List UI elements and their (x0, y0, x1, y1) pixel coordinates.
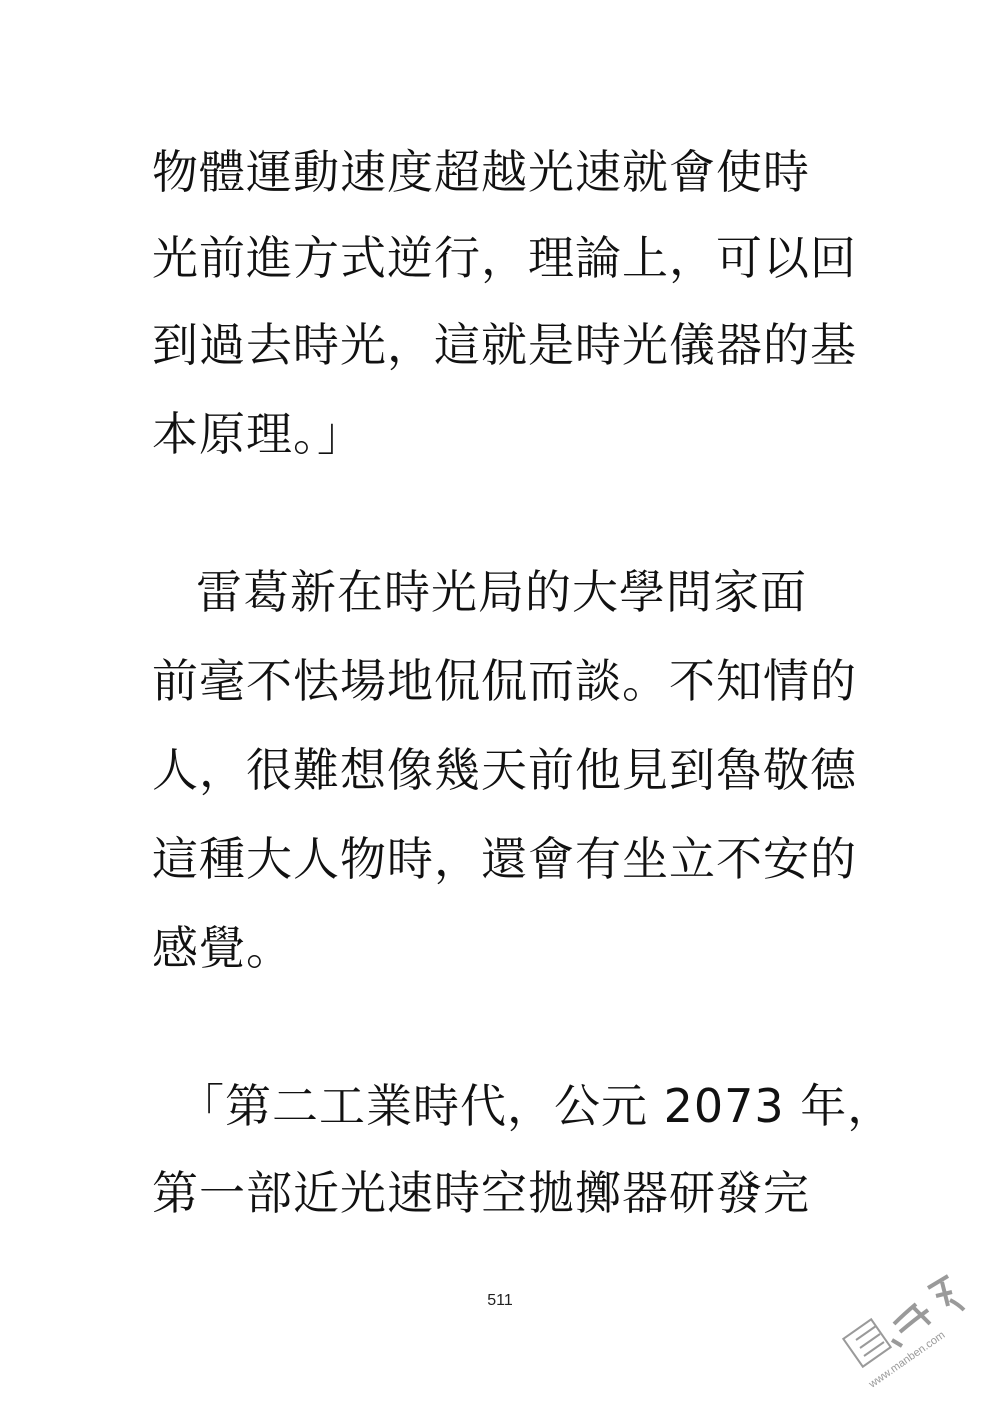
text-line-7: 人，很難想像幾天前他見到魯敬德 (152, 743, 857, 797)
text-line-1: 物體運動速度超越光速就會使時 (152, 145, 810, 199)
text-line-2: 光前進方式逆行，理論上，可以回 (152, 231, 857, 285)
text-line-9: 感覺。 (152, 921, 293, 975)
text-line-3: 到過去時光，這就是時光儀器的基 (152, 318, 857, 372)
text-line-5: 雷葛新在時光局的大學問家面 (196, 565, 807, 619)
text-line-10: 「第二工業時代，公元 2073 年， (178, 1079, 895, 1133)
text-line-11: 第一部近光速時空拋擲器研發完 (152, 1166, 810, 1220)
text-line-4: 本原理。」 (152, 407, 364, 461)
text-line-6: 前毫不怯場地侃侃而談。不知情的 (152, 654, 857, 708)
text-line-8: 這種大人物時，還會有坐立不安的 (152, 832, 857, 886)
page-number: 511 (487, 1292, 513, 1309)
watermark-logo-strokes-b (928, 1276, 964, 1310)
watermark-url: www.manben.com (866, 1329, 948, 1391)
site-watermark-logo (832, 1266, 982, 1396)
